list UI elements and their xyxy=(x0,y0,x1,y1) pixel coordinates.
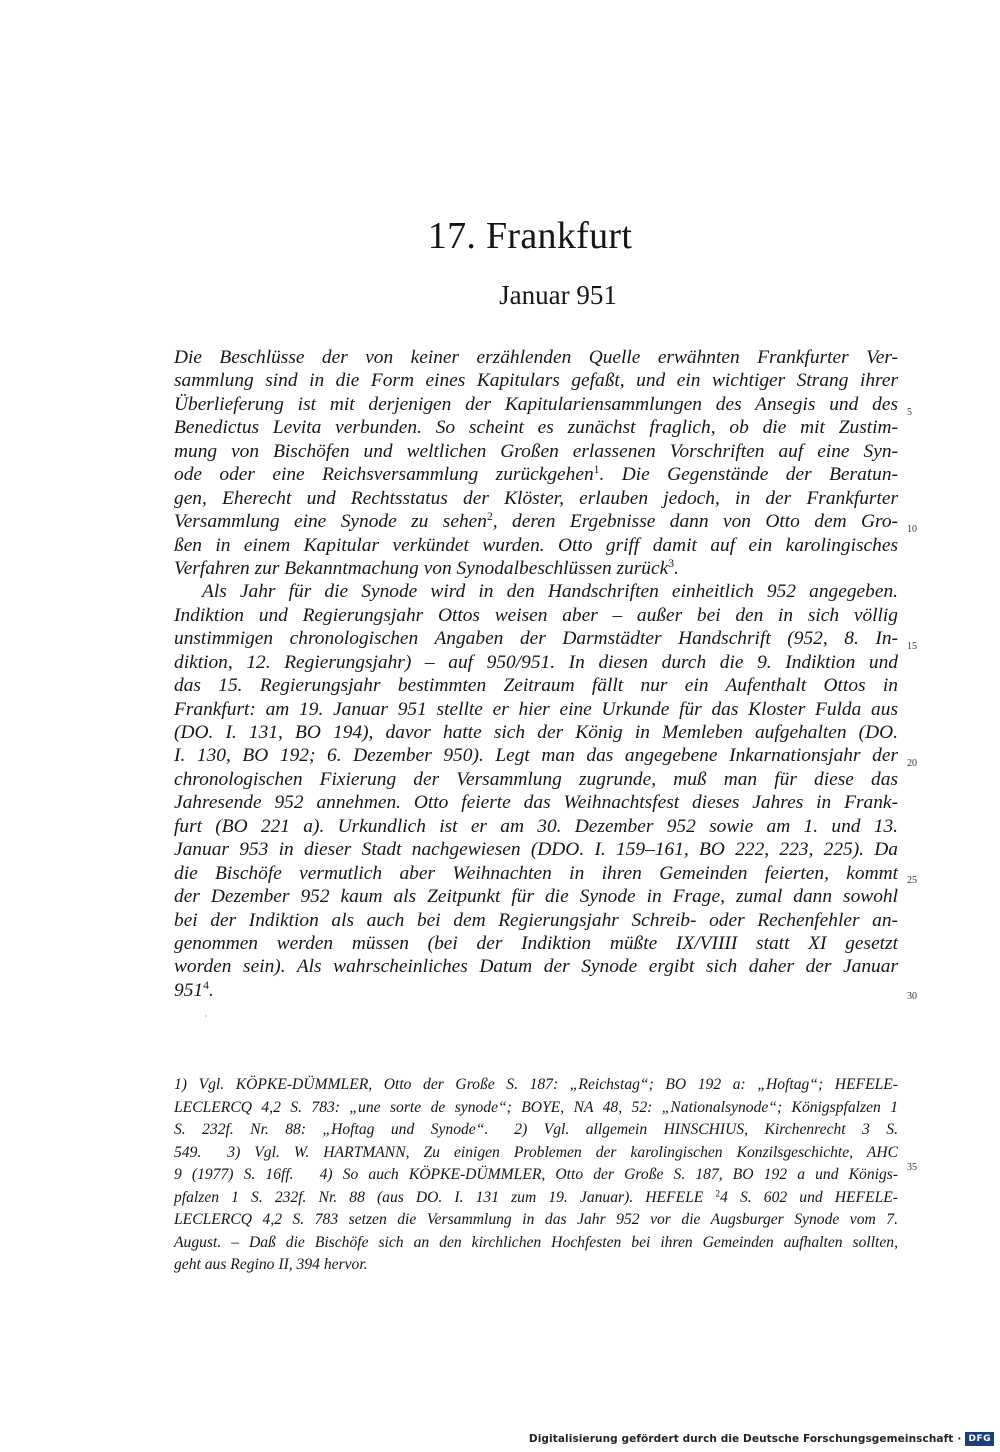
body-line: mung von Bischöfen und weltlichen Großen erlassenen Vorschriften auf eine Syn- xyxy=(174,440,898,462)
body-line: Jahresende 952 annehmen. Otto feierte das Weihnachtsfest dieses Jahres in Frank- xyxy=(174,792,898,814)
footnote-ref: 1 xyxy=(593,463,600,477)
credit-text: Digitalisierung gefördert durch die Deutsche Forschungsgemeinschaft xyxy=(528,1433,954,1445)
line-number: 15 xyxy=(907,641,917,652)
body-line: Januar 953 in dieser Stadt nachgewiesen (DDO. I. 159–161, BO 222, 223, 225). Da xyxy=(174,839,898,861)
body-line: chronologischen Fixierung der Versammlung zugrunde, muß man für diese das xyxy=(174,768,898,790)
body-line: Als Jahr für die Synode wird in den Handschriften einheitlich 952 angegeben. xyxy=(202,581,898,603)
body-line: ßen in einem Kapitular verkündet wurden. Otto griff damit auf ein karolingisches xyxy=(174,534,898,556)
body-line: Benedictus Levita verbunden. So scheint es zunächst fraglich, ob die mit Zustim- xyxy=(174,417,898,439)
footnote-line: LECLERCQ 4,2 S. 783: „une sorte de synode“; BOYE, NA 48, 52: „Nationalsynode“; Königspfalzen 1 xyxy=(174,1098,898,1116)
footnote-line: pfalzen 1 S. 232f. Nr. 88 (aus DO. I. 131 zum 19. Januar). HEFELE $^2$4 S. 602 und HEFELE- xyxy=(174,1188,898,1206)
footnote-line: LECLERCQ 4,2 S. 783 setzen die Versammlung in das Jahr 952 vor die Augsburger Synode vom 7. xyxy=(174,1211,898,1228)
footnote-ref: 2 xyxy=(486,510,493,524)
footnote-line: 1) Vgl. KÖPKE-DÜMMLER, Otto der Große S. 187: „Reichstag“; BO 192 a: „Hoftag“; HEFELE- xyxy=(174,1076,898,1093)
body-line: bei der Indiktion als auch bei dem Regierungsjahr Schreib- oder Rechenfehler an- xyxy=(174,909,898,931)
body-line: gen, Eherecht und Rechtsstatus der Klöster, erlauben jedoch, in der Frankfurter xyxy=(174,487,898,509)
line-number: 20 xyxy=(907,758,917,769)
body-line: genommen werden müssen (bei der Indiktion müßte IX/VIIII statt XI gesetzt xyxy=(174,932,898,954)
body-line: Überlieferung ist mit derjenigen der Kapitulariensammlungen des Ansegis und des xyxy=(174,393,898,415)
body-line: ode oder eine Reichsversammlung zurückgehen$^1$. Die Gegenstände der Beratun- xyxy=(174,463,899,486)
footnote-line: 549. 3) Vgl. W. HARTMANN, Zu einigen Problemen der karolingischen Konzilsgeschichte, AHC xyxy=(174,1143,898,1161)
body-line: worden sein). Als wahrscheinliches Datum der Synode ergibt sich daher der Januar xyxy=(174,956,898,978)
footnote-sup: 2 xyxy=(715,1188,721,1199)
body-line: diktion, 12. Regierungsjahr) – auf 950/951. In diesen durch die 9. Indiktion und xyxy=(174,651,898,673)
footnote-line: 9 (1977) S. 16ff. 4) So auch KÖPKE-DÜMMLER, Otto der Große S. 187, BO 192 a und Königs- xyxy=(174,1166,899,1183)
footnote-line: S. 232f. Nr. 88: „Hoftag und Synode“. 2) Vgl. allgemein HINSCHIUS, Kirchenrecht 3 S. xyxy=(174,1121,898,1138)
body-line: (DO. I. 131, BO 194), davor hatte sich der König in Memleben aufgehalten (DO. xyxy=(174,722,898,743)
scan-speck xyxy=(205,1015,207,1017)
body-text xyxy=(174,346,898,1002)
line-number: 10 xyxy=(907,524,917,535)
line-number: 35 xyxy=(907,1162,917,1173)
body-line: I. 130, BO 192; 6. Dezember 950). Legt man das angegebene Inkarnationsjahr der xyxy=(174,745,898,767)
body-line: Indiktion und Regierungsjahr Ottos weisen aber – außer bei den in sich völlig xyxy=(174,604,898,626)
line-number: 25 xyxy=(907,875,917,886)
digitization-credit xyxy=(529,1428,994,1450)
body-line: sammlung sind in die Form eines Kapitulars gefaßt, und ein wichtiger Strang ihrer xyxy=(174,370,898,392)
body-line: Frankfurt: am 19. Januar 951 stellte er hier eine Urkunde für das Kloster Fulda aus xyxy=(174,698,898,720)
footnote-line: geht aus Regino II, 394 hervor. xyxy=(174,1256,368,1273)
footnote-ref: 4 xyxy=(203,978,209,992)
body-line: furt (BO 221 a). Urkundlich ist er am 30. Dezember 952 sowie am 1. und 13. xyxy=(174,815,898,837)
body-line: Versammlung eine Synode zu sehen$^2$, deren Ergebnisse dann von Otto dem Gro- xyxy=(174,510,899,533)
footnotes xyxy=(174,1074,898,1277)
body-line: $951^4$. xyxy=(174,978,214,1001)
footnote-line: August. – Daß die Bischöfe sich an den kirchlichen Hochfesten bei ihren Gemeinden aufhalten sollten, xyxy=(174,1233,898,1251)
body-line: die Bischöfe vermutlich aber Weihnachten in ihren Gemeinden feierten, kommt xyxy=(174,862,898,884)
credit-separator: · xyxy=(957,1433,962,1445)
body-line: das 15. Regierungsjahr bestimmten Zeitraum fällt nur ein Aufenthalt Ottos in xyxy=(174,675,898,697)
body-line: der Dezember 952 kaum als Zeitpunkt für die Synode in Frage, zumal dann sowohl xyxy=(174,886,898,908)
body-line: unstimmigen chronologischen Angaben der Darmstädter Handschrift (952, 8. In- xyxy=(174,628,898,650)
body-line: Die Beschlüsse der von keiner erzählenden Quelle erwähnten Frankfurter Ver- xyxy=(174,347,898,368)
body-line: Verfahren zur Bekanntmachung von Synodalbeschlüssen zurück$^3$. xyxy=(174,556,679,579)
footnote-ref: 3 xyxy=(668,556,674,570)
page-subtitle: Januar 951 xyxy=(499,280,617,310)
dfg-logo: DFG xyxy=(965,1432,994,1446)
line-number: 30 xyxy=(907,991,917,1002)
page-title: 17. Frankfurt xyxy=(427,215,633,257)
line-number: 5 xyxy=(907,407,912,418)
